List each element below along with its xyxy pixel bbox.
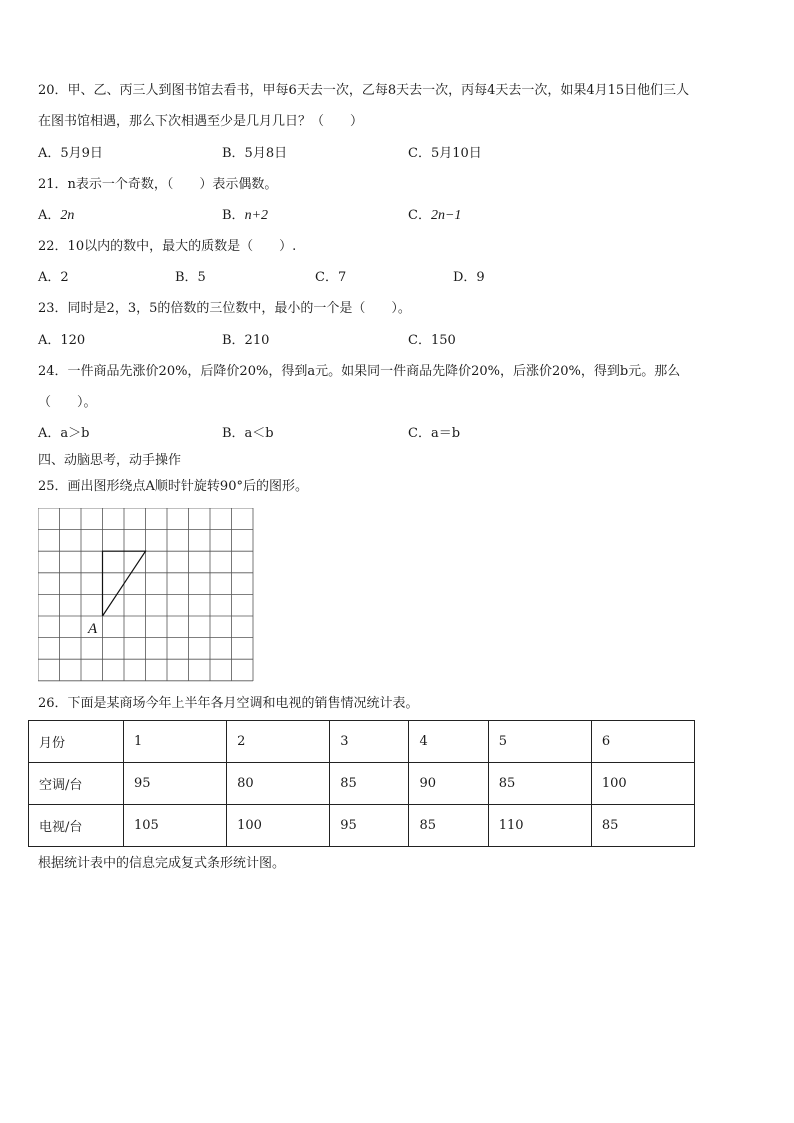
- q21-option-b: [222, 207, 268, 225]
- table-cell: 95: [124, 763, 227, 805]
- q20-option-a: A．5月9日: [38, 146, 103, 161]
- q23-option-c: C．150: [408, 333, 456, 348]
- q26-stem: 26．下面是某商场今年上半年各月空调和电视的销售情况统计表。: [38, 696, 419, 711]
- table-cell: 85: [591, 805, 694, 847]
- table-cell-row-label: 电视/台: [29, 805, 124, 847]
- q20-stem-line2: 在图书馆相遇，那么下次相遇至少是几月几日？（ ）: [38, 114, 364, 129]
- table-cell: 100: [591, 763, 694, 805]
- table-cell-month: 5: [488, 721, 591, 763]
- table-cell: 85: [409, 805, 488, 847]
- q24-option-c: C．a＝b: [408, 426, 461, 441]
- section-4-title: 四、动脑思考，动手操作: [38, 453, 182, 468]
- grid-figure: [38, 508, 256, 682]
- table-cell-row-label: 空调/台: [29, 763, 124, 805]
- table-row-ac: [29, 763, 695, 805]
- q20-stem-line1: 20．甲、乙、丙三人到图书馆去看书，甲每6天去一次，乙每8天去一次，丙每4天去一次，如果4月15日他们三人: [38, 83, 690, 98]
- q21-option-a: [38, 207, 74, 225]
- q21-option-a-expr: 2n: [60, 208, 75, 223]
- q23-stem: 23．同时是2，3，5的倍数的三位数中，最小的一个是（ ）。: [38, 301, 411, 316]
- table-cell-month: 1: [124, 721, 227, 763]
- q24-stem-line2: （ ）。: [38, 395, 97, 410]
- q22-option-d: D．9: [453, 270, 485, 285]
- q23-option-b: B．210: [222, 333, 270, 348]
- q21-option-b-expr: n+2: [244, 208, 269, 223]
- q22-option-c: C．7: [315, 270, 347, 285]
- table-cell: 110: [488, 805, 591, 847]
- q24-option-b: B．a＜b: [222, 426, 274, 441]
- q21-option-c-label: C．: [408, 208, 431, 223]
- q21-option-a-label: A．: [38, 208, 61, 223]
- sales-table: [28, 720, 695, 847]
- table-cell-month: 2: [227, 721, 330, 763]
- q23-option-a: A．120: [38, 333, 86, 348]
- table-cell: 100: [227, 805, 330, 847]
- table-cell-month: 6: [591, 721, 694, 763]
- table-header-row: [29, 721, 695, 763]
- table-cell: 85: [330, 763, 409, 805]
- table-cell-month: 4: [409, 721, 488, 763]
- q20-option-c: C．5月10日: [408, 146, 482, 161]
- q22-option-b: B．5: [175, 270, 206, 285]
- q21-option-c: [408, 207, 461, 225]
- table-cell: 80: [227, 763, 330, 805]
- q24-option-a: A．a＞b: [38, 426, 90, 441]
- q25-stem: 25．画出图形绕点A顺时针旋转90°后的图形。: [38, 479, 308, 494]
- table-row-tv: [29, 805, 695, 847]
- grid-lines: [38, 508, 253, 681]
- table-cell: 90: [409, 763, 488, 805]
- q21-option-b-label: B．: [222, 208, 245, 223]
- q21-option-c-expr: 2n−1: [430, 208, 462, 223]
- table-cell-month: 3: [330, 721, 409, 763]
- q22-stem: 22．10以内的数中，最大的质数是（ ）.: [38, 239, 297, 254]
- table-cell: 85: [488, 763, 591, 805]
- point-a-label: A: [88, 621, 98, 637]
- q20-option-b: B．5月8日: [222, 146, 288, 161]
- q22-option-a: A．2: [38, 270, 69, 285]
- table-cell: 95: [330, 805, 409, 847]
- q26-footer: 根据统计表中的信息完成复式条形统计图。: [38, 856, 286, 871]
- table-cell-month-label: 月份: [29, 721, 124, 763]
- table-cell: 105: [124, 805, 227, 847]
- q21-stem: 21．n表示一个奇数，（ ）表示偶数。: [38, 177, 278, 192]
- q24-stem-line1: 24．一件商品先涨价20%，后降价20%，得到a元。如果同一件商品先降价20%，后涨价20%，得到b元。那么: [38, 364, 681, 379]
